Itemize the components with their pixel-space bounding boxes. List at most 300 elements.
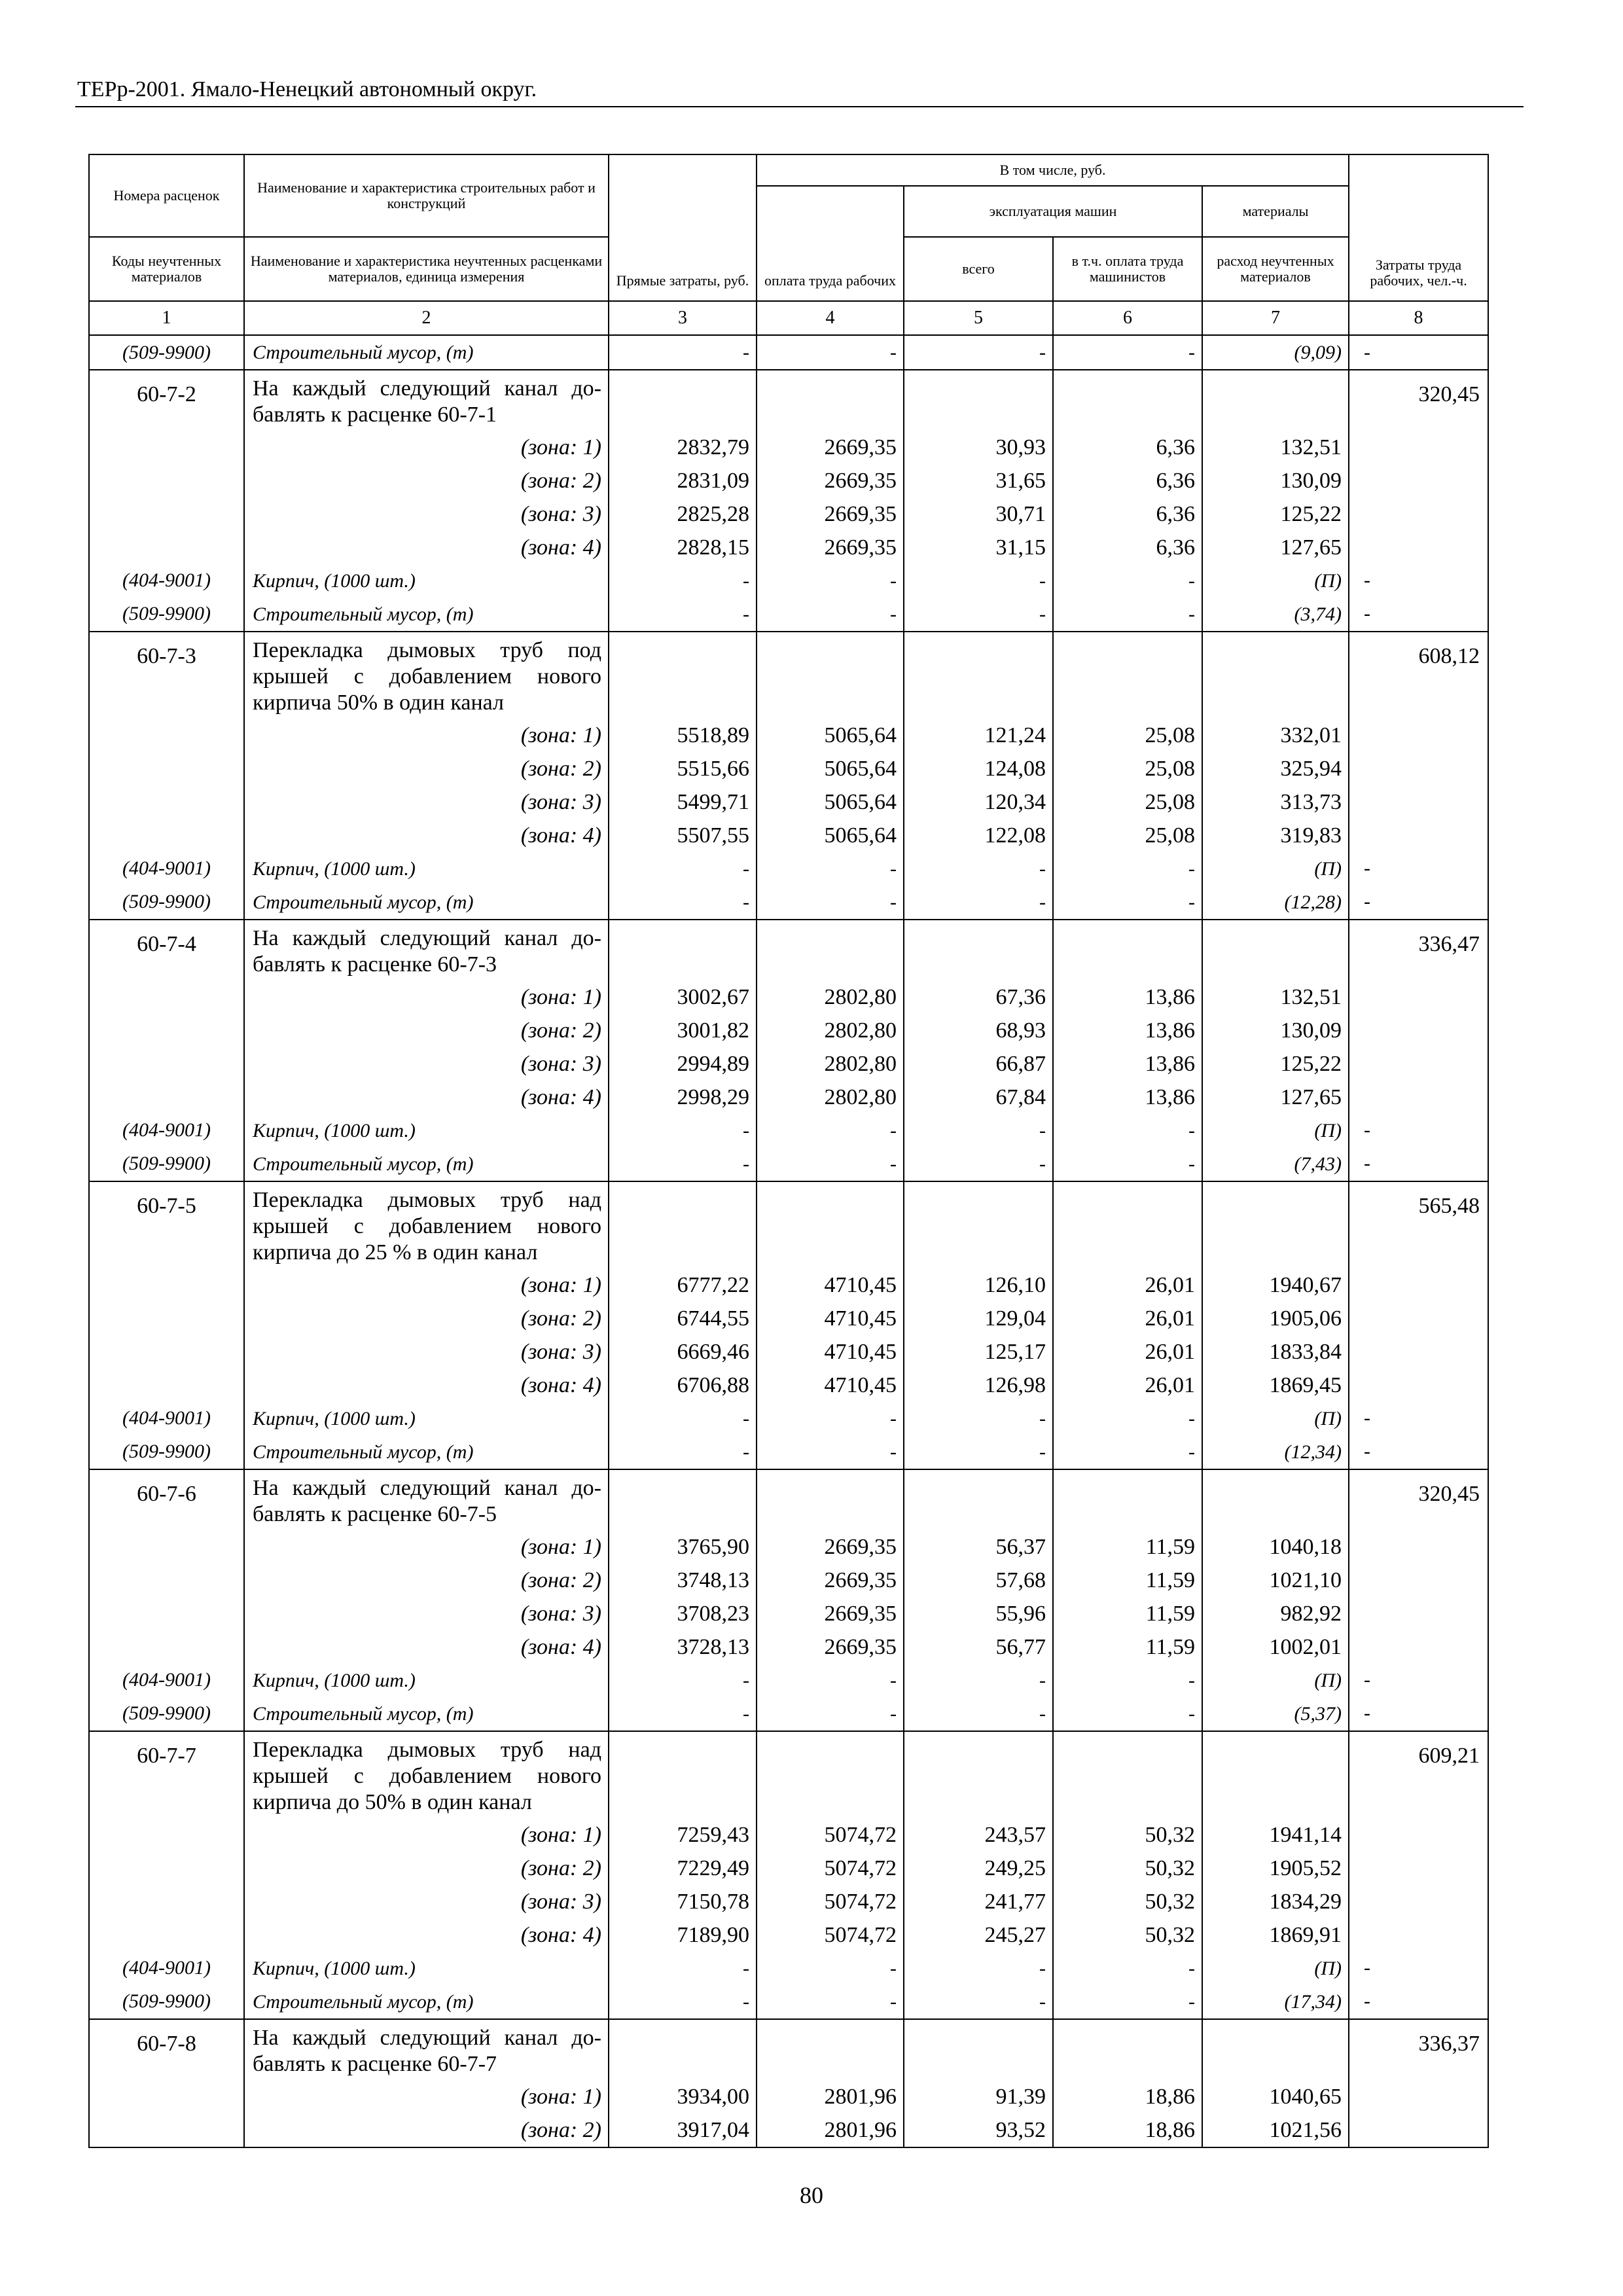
material-name: Кирпич, (1000 шт.) <box>253 570 416 592</box>
cell-material-consumption: (П) <box>1314 1408 1342 1429</box>
material-name: Строительный мусор, (т) <box>253 342 474 363</box>
cell-direct-costs-column <box>609 370 757 632</box>
cell-material-consumption: 325,94 <box>1280 757 1342 781</box>
cell-material-consumption: (5,37) <box>1294 1703 1342 1725</box>
zone-label: (зона: 4) <box>520 1373 601 1397</box>
zone-label: (зона: 1) <box>520 723 601 747</box>
cell-worker-wages: 2802,80 <box>824 985 897 1009</box>
labor-costs: 336,47 <box>1418 932 1480 956</box>
cell-material-consumption-column <box>1202 632 1349 920</box>
zone-label: (зона: 2) <box>520 1018 601 1043</box>
column-number: 8 <box>1349 301 1488 335</box>
zone-label: (зона: 2) <box>520 1856 601 1880</box>
work-title-line: бавлять к расценке 60-7-7 <box>253 2052 497 2076</box>
cell-machinist-wages: 11,59 <box>1145 1568 1195 1592</box>
cell-labor-costs: - <box>1364 603 1371 624</box>
material-name: Кирпич, (1000 шт.) <box>253 1958 416 1979</box>
cell-worker-wages: 5074,72 <box>824 1923 897 1947</box>
cell-machine-total-column <box>904 1181 1053 1469</box>
cell-direct-costs: 3917,04 <box>677 2118 749 2142</box>
cell-material-consumption-column <box>1202 1469 1349 1731</box>
material-name: Строительный мусор, (т) <box>253 1991 474 2013</box>
cell-machine-total: 126,10 <box>984 1273 1046 1297</box>
material-name: Кирпич, (1000 шт.) <box>253 858 416 880</box>
cell-labor-costs: - <box>1364 857 1371 879</box>
work-title-line: Перекладка дымовых труб под <box>253 638 601 662</box>
cell-worker-wages: 2669,35 <box>824 435 897 459</box>
header-material-names: Наименование и характеристика неучтенных расценками материалов, единица измерения <box>244 237 609 301</box>
cell-machinist-wages: 6,36 <box>1156 535 1195 560</box>
cell-machinist-wages: 50,32 <box>1145 1923 1195 1947</box>
cell-labor-costs: - <box>1364 1153 1371 1174</box>
material-code: (404-9001) <box>122 1407 211 1429</box>
cell-machinist-wages: - <box>1188 1441 1195 1463</box>
zone-label: (зона: 4) <box>520 1923 601 1947</box>
cell-worker-wages: 2802,80 <box>824 1018 897 1043</box>
zone-label: (зона: 1) <box>520 985 601 1009</box>
cell-worker-wages: 2669,35 <box>824 469 897 493</box>
cell-machinist-wages: - <box>1188 1408 1195 1429</box>
cell-labor-costs: - <box>1364 1669 1371 1691</box>
work-description-cell <box>244 370 609 632</box>
cell-machine-total: 31,15 <box>995 535 1046 560</box>
cell-machinist-wages: 13,86 <box>1145 985 1195 1009</box>
cell-worker-wages: 2669,35 <box>824 535 897 560</box>
cell-machinist-wages: - <box>1188 858 1195 880</box>
cell-direct-costs: 6744,55 <box>677 1306 749 1331</box>
cell-machinist-wages: - <box>1188 1120 1195 1141</box>
material-name: Строительный мусор, (т) <box>253 1153 474 1175</box>
cell-material-consumption: 1940,67 <box>1269 1273 1342 1297</box>
rate-code: 60-7-3 <box>137 644 196 668</box>
rate-block <box>89 2019 1488 2147</box>
work-description-cell <box>244 2019 609 2147</box>
cell-material-consumption: (7,43) <box>1294 1153 1342 1175</box>
cell-direct-costs: 3748,13 <box>677 1568 749 1592</box>
cell-worker-wages: 2801,96 <box>824 2118 897 2142</box>
labor-costs: 336,37 <box>1418 2032 1480 2056</box>
work-title-line: крышей с добавлением нового <box>253 664 601 689</box>
cell-machine-total: 67,84 <box>995 1085 1046 1109</box>
labor-costs-column <box>1349 1469 1488 1731</box>
cell-direct-costs: 6777,22 <box>677 1273 749 1297</box>
cell-machinist-wages: 26,01 <box>1145 1306 1195 1331</box>
cell-direct-costs: - <box>743 1408 749 1429</box>
cell-worker-wages: 2669,35 <box>824 1635 897 1659</box>
zone-label: (зона: 4) <box>520 535 601 560</box>
cell-material-consumption: 1941,14 <box>1269 1823 1342 1847</box>
cell-direct-costs: - <box>743 1991 749 2013</box>
cell-machinist-wages-column <box>1053 920 1202 1181</box>
zone-label: (зона: 3) <box>520 790 601 814</box>
labor-costs: 608,12 <box>1418 644 1480 668</box>
cell-worker-wages: 2669,35 <box>824 1535 897 1559</box>
cell-material-consumption: 1021,56 <box>1269 2118 1342 2142</box>
cell-machine-total-column <box>904 2019 1053 2147</box>
cell-material-consumption: 125,22 <box>1280 1052 1342 1076</box>
labor-costs-column <box>1349 1731 1488 2019</box>
material-code: (509-9900) <box>89 335 244 370</box>
header-worker-wages: оплата труда рабочих <box>757 186 904 301</box>
cell-machine-total: - <box>1039 1120 1046 1141</box>
cell-direct-costs-column <box>609 1181 757 1469</box>
cell-machinist-wages: 6,36 <box>1156 435 1195 459</box>
header-material-consumption: расход неучтенных материалов <box>1202 237 1349 301</box>
work-title <box>245 632 608 719</box>
rate-code-cell <box>89 1731 244 2019</box>
cell-worker-wages: 2802,80 <box>824 1052 897 1076</box>
header-labor-costs: Затраты труда рабочих, чел.-ч. <box>1349 154 1488 301</box>
cell-machine-total: 57,68 <box>995 1568 1046 1592</box>
material-name: Строительный мусор, (т) <box>253 1441 474 1463</box>
cell-machine-total: 245,27 <box>984 1923 1046 1947</box>
cell-direct-costs: - <box>743 1441 749 1463</box>
column-number: 1 <box>89 301 244 335</box>
zone-label: (зона: 1) <box>520 1273 601 1297</box>
material-code: (509-9900) <box>122 1990 211 2012</box>
column-number: 6 <box>1053 301 1202 335</box>
rate-code-cell <box>89 920 244 1181</box>
cell-direct-costs-column <box>609 632 757 920</box>
cell-labor-costs: - <box>1364 1990 1371 2012</box>
cell-machine-total: 30,93 <box>995 435 1046 459</box>
material-code: (509-9900) <box>122 891 211 912</box>
header-materials: материалы <box>1202 186 1349 237</box>
cell-material-consumption: 1040,18 <box>1269 1535 1342 1559</box>
cell-direct-costs: 7229,49 <box>677 1856 749 1880</box>
work-title-line: кирпича до 25 % в один канал <box>253 1240 538 1265</box>
cell-material-consumption: 1040,65 <box>1269 2085 1342 2109</box>
material-name: Строительный мусор, (т) <box>253 1703 474 1725</box>
material-code: (509-9900) <box>122 603 211 624</box>
rate-block <box>89 1731 1488 2019</box>
cell-machinist-wages: 18,86 <box>1145 2118 1195 2142</box>
cell-worker-wages: 5065,64 <box>824 790 897 814</box>
cell-direct-costs-column <box>609 920 757 1181</box>
cell-machinist-wages: 50,32 <box>1145 1890 1195 1914</box>
cell-worker-wages: - <box>890 1670 897 1691</box>
cell-material-consumption: 130,09 <box>1280 469 1342 493</box>
cell-direct-costs: - <box>743 603 749 625</box>
cell-worker-wages-column <box>757 920 904 1181</box>
cell-machinist-wages: 25,08 <box>1145 757 1195 781</box>
cell-worker-wages-column <box>757 1731 904 2019</box>
work-title-line: На каждый следующий канал до- <box>253 2026 601 2050</box>
cell-worker-wages: - <box>890 1408 897 1429</box>
cell-direct-costs: 2831,09 <box>677 469 749 493</box>
cell-worker-wages-column <box>757 2019 904 2147</box>
column-number: 7 <box>1202 301 1349 335</box>
header-including: В том числе, руб. <box>757 154 1349 186</box>
cell-material-consumption: 1833,84 <box>1269 1340 1342 1364</box>
cell-material-consumption: (12,28) <box>1284 891 1342 913</box>
cell-material-consumption: 1834,29 <box>1269 1890 1342 1914</box>
cell-worker-wages: 2669,35 <box>824 1602 897 1626</box>
cell-worker-wages: - <box>890 1153 897 1175</box>
cell-machinist-wages: 6,36 <box>1156 502 1195 526</box>
cell-machinist-wages: 11,59 <box>1145 1602 1195 1626</box>
cell-material-consumption-column <box>1202 920 1349 1181</box>
cell-worker-wages-column <box>757 370 904 632</box>
labor-costs: 320,45 <box>1418 382 1480 406</box>
zone-label: (зона: 3) <box>520 1052 601 1076</box>
page-number: 80 <box>800 2182 823 2208</box>
cell-material-consumption: (П) <box>1314 858 1342 880</box>
cell-direct-costs-column <box>609 1469 757 1731</box>
cell-material-consumption: 313,73 <box>1280 790 1342 814</box>
rate-code: 60-7-4 <box>137 932 196 956</box>
cell-machine-total: 93,52 <box>995 2118 1046 2142</box>
cell-labor-costs: - <box>1364 1407 1371 1429</box>
cell-machine-total: - <box>1039 1441 1046 1463</box>
cell-direct-costs: 5507,55 <box>677 823 749 848</box>
cell-machinist-wages: - <box>1188 342 1195 363</box>
cell-machinist-wages-column <box>1053 2019 1202 2147</box>
cell-worker-wages: - <box>890 1991 897 2013</box>
cell-machinist-wages: 18,86 <box>1145 2085 1195 2109</box>
labor-costs: 320,45 <box>1418 1482 1480 1506</box>
rate-code-cell <box>89 370 244 632</box>
header-direct-costs: Прямые затраты, руб. <box>609 154 757 301</box>
cell-worker-wages: 5074,72 <box>824 1823 897 1847</box>
cell-machine-total-column <box>904 1469 1053 1731</box>
rate-block <box>89 1469 1488 1731</box>
cell-worker-wages-column <box>757 632 904 920</box>
cell-machinist-wages-column <box>1053 370 1202 632</box>
cell-machine-total: - <box>1039 891 1046 913</box>
cell-machine-total: 129,04 <box>984 1306 1046 1331</box>
cell-machinist-wages: 25,08 <box>1145 790 1195 814</box>
work-title <box>245 1470 608 1530</box>
cell-material-consumption: 319,83 <box>1280 823 1342 848</box>
work-title-line: На каждый следующий канал до- <box>253 1476 601 1500</box>
cell-machine-total-column <box>904 1731 1053 2019</box>
cell-machine-total: 126,98 <box>984 1373 1046 1397</box>
work-title-line: бавлять к расценке 60-7-5 <box>253 1502 497 1526</box>
cell-machine-total-column <box>904 632 1053 920</box>
cell-material-consumption: 1905,52 <box>1269 1856 1342 1880</box>
cell-machinist-wages: - <box>1188 603 1195 625</box>
cell-machine-total: 31,65 <box>995 469 1046 493</box>
work-title <box>245 1732 608 1818</box>
cell-direct-costs: 3002,67 <box>677 985 749 1009</box>
work-title-line: Перекладка дымовых труб над <box>253 1188 601 1212</box>
labor-costs-column <box>1349 920 1488 1181</box>
cell-machine-total: 241,77 <box>984 1890 1046 1914</box>
material-code: (404-9001) <box>122 1119 211 1141</box>
cell-material-consumption: 127,65 <box>1280 1085 1342 1109</box>
cell-direct-costs: - <box>743 858 749 880</box>
cell-worker-wages: - <box>890 570 897 592</box>
cell-material-consumption: 1021,10 <box>1269 1568 1342 1592</box>
cell-worker-wages: - <box>890 858 897 880</box>
cell-worker-wages: - <box>890 342 897 363</box>
work-description-cell <box>244 1181 609 1469</box>
zone-label: (зона: 4) <box>520 1635 601 1659</box>
cell-worker-wages: - <box>890 891 897 913</box>
cell-machinist-wages: 11,59 <box>1145 1635 1195 1659</box>
cell-direct-costs: - <box>743 1958 749 1979</box>
cell-machine-total: 56,37 <box>995 1535 1046 1559</box>
cell-worker-wages: 2801,96 <box>824 2085 897 2109</box>
material-code: (509-9900) <box>122 1153 211 1174</box>
cell-material-consumption: (17,34) <box>1284 1991 1342 2013</box>
cell-worker-wages: - <box>890 1120 897 1141</box>
cell-machine-total: - <box>1039 342 1046 363</box>
cell-machinist-wages: 26,01 <box>1145 1373 1195 1397</box>
cell-machinist-wages: 13,86 <box>1145 1018 1195 1043</box>
cell-direct-costs: 7150,78 <box>677 1890 749 1914</box>
header-machine-operation: эксплуатация машин <box>904 186 1202 237</box>
labor-costs: 565,48 <box>1418 1194 1480 1218</box>
material-code: (404-9001) <box>122 1957 211 1979</box>
cell-labor-costs: - <box>1364 1957 1371 1979</box>
zone-label: (зона: 1) <box>520 2085 601 2109</box>
cell-labor-costs: - <box>1364 1702 1371 1724</box>
cell-direct-costs: 5499,71 <box>677 790 749 814</box>
cell-machine-total: - <box>1039 1958 1046 1979</box>
cell-worker-wages: - <box>890 603 897 625</box>
cell-machinist-wages: - <box>1188 1958 1195 1979</box>
zone-label: (зона: 2) <box>520 757 601 781</box>
material-code: (404-9001) <box>122 569 211 591</box>
price-table <box>88 154 1489 2148</box>
rate-block <box>89 920 1488 1181</box>
cell-machine-total: 30,71 <box>995 502 1046 526</box>
labor-costs-column <box>1349 370 1488 632</box>
rate-code-cell <box>89 1469 244 1731</box>
header-rule <box>75 106 1524 107</box>
cell-direct-costs: - <box>743 342 749 363</box>
cell-machinist-wages: 6,36 <box>1156 469 1195 493</box>
cell-worker-wages-column <box>757 1469 904 1731</box>
cell-machine-total: 122,08 <box>984 823 1046 848</box>
work-title-line: кирпича до 50% в один канал <box>253 1790 532 1814</box>
work-title-line: бавлять к расценке 60-7-1 <box>253 403 497 427</box>
cell-machinist-wages: 11,59 <box>1145 1535 1195 1559</box>
cell-machine-total-column <box>904 920 1053 1181</box>
cell-worker-wages: 5065,64 <box>824 723 897 747</box>
work-title <box>245 370 608 431</box>
zone-label: (зона: 2) <box>520 469 601 493</box>
cell-material-consumption: (П) <box>1314 1120 1342 1141</box>
cell-machine-total-column <box>904 370 1053 632</box>
cell-material-consumption: 125,22 <box>1280 502 1342 526</box>
cell-machine-total: - <box>1039 570 1046 592</box>
work-description-cell <box>244 1731 609 2019</box>
material-name: Кирпич, (1000 шт.) <box>253 1408 416 1429</box>
material-name: Кирпич, (1000 шт.) <box>253 1120 416 1141</box>
work-title-line: На каждый следующий канал до- <box>253 376 601 401</box>
cell-labor-costs: - <box>1364 1119 1371 1141</box>
zone-label: (зона: 3) <box>520 502 601 526</box>
cell-material-consumption-column <box>1202 1731 1349 2019</box>
cell-material-consumption: 1869,91 <box>1269 1923 1342 1947</box>
rate-code: 60-7-7 <box>137 1744 196 1768</box>
cell-machinist-wages: 26,01 <box>1145 1273 1195 1297</box>
cell-labor-costs: - <box>1364 569 1371 591</box>
cell-direct-costs: 6669,46 <box>677 1340 749 1364</box>
header-machine-total: всего <box>904 237 1053 301</box>
cell-machine-total: 66,87 <box>995 1052 1046 1076</box>
zone-label: (зона: 3) <box>520 1340 601 1364</box>
work-title-line: Перекладка дымовых труб над <box>253 1738 601 1762</box>
zone-label: (зона: 1) <box>520 1823 601 1847</box>
cell-material-consumption: (П) <box>1314 1958 1342 1979</box>
cell-material-consumption: (9,09) <box>1294 342 1342 363</box>
rate-code-cell <box>89 632 244 920</box>
header-material-codes: Коды неучтенных материалов <box>89 237 244 301</box>
cell-material-consumption: 132,51 <box>1280 435 1342 459</box>
cell-direct-costs: 3765,90 <box>677 1535 749 1559</box>
material-code: (404-9001) <box>122 1669 211 1691</box>
rate-block <box>89 1181 1488 1469</box>
work-description-cell <box>244 1469 609 1731</box>
cell-machine-total: - <box>1039 858 1046 880</box>
cell-machine-total: 243,57 <box>984 1823 1046 1847</box>
cell-material-consumption: (12,34) <box>1284 1441 1342 1463</box>
cell-machinist-wages: - <box>1188 1703 1195 1725</box>
cell-worker-wages: 2669,35 <box>824 1568 897 1592</box>
zone-label: (зона: 2) <box>520 1306 601 1331</box>
cell-machine-total: 121,24 <box>984 723 1046 747</box>
cell-worker-wages: 4710,45 <box>824 1273 897 1297</box>
header-rate-number: Номера расценок <box>89 154 244 237</box>
work-title-line: крышей с добавлением нового <box>253 1764 601 1788</box>
cell-direct-costs: - <box>743 1670 749 1691</box>
labor-costs-column <box>1349 2019 1488 2147</box>
material-name: Строительный мусор, (т) <box>253 603 474 625</box>
rate-code: 60-7-2 <box>137 382 196 406</box>
labor-costs-column <box>1349 632 1488 920</box>
cell-worker-wages: - <box>890 1958 897 1979</box>
cell-direct-costs: 2825,28 <box>677 502 749 526</box>
cell-direct-costs: - <box>743 570 749 592</box>
rate-code-cell <box>89 2019 244 2147</box>
cell-machine-total: 55,96 <box>995 1602 1046 1626</box>
cell-machine-total: 91,39 <box>995 2085 1046 2109</box>
cell-machinist-wages-column <box>1053 632 1202 920</box>
cell-material-consumption: (П) <box>1314 570 1342 592</box>
cell-machinist-wages: - <box>1188 1991 1195 2013</box>
zone-label: (зона: 2) <box>520 1568 601 1592</box>
cell-machinist-wages: 13,86 <box>1145 1085 1195 1109</box>
cell-worker-wages: 5065,64 <box>824 823 897 848</box>
cell-material-consumption: 1002,01 <box>1269 1635 1342 1659</box>
cell-worker-wages: - <box>890 1441 897 1463</box>
rate-code: 60-7-8 <box>137 2032 196 2056</box>
cell-worker-wages: 4710,45 <box>824 1373 897 1397</box>
zone-label: (зона: 1) <box>520 435 601 459</box>
cell-direct-costs: - <box>743 891 749 913</box>
work-title <box>245 1182 608 1268</box>
material-name: Строительный мусор, (т) <box>253 891 474 913</box>
rate-code: 60-7-5 <box>137 1194 196 1218</box>
cell-direct-costs: - <box>743 1153 749 1175</box>
cell-direct-costs: - <box>743 1120 749 1141</box>
cell-direct-costs: 2832,79 <box>677 435 749 459</box>
zone-label: (зона: 1) <box>520 1535 601 1559</box>
cell-machine-total: 56,77 <box>995 1635 1046 1659</box>
cell-labor-costs: - <box>1364 342 1371 363</box>
cell-material-consumption: 130,09 <box>1280 1018 1342 1043</box>
work-title <box>245 2020 608 2080</box>
cell-machinist-wages: - <box>1188 570 1195 592</box>
cell-machine-total: 249,25 <box>984 1856 1046 1880</box>
column-number: 4 <box>757 301 904 335</box>
column-number: 5 <box>904 301 1053 335</box>
material-name: Кирпич, (1000 шт.) <box>253 1670 416 1691</box>
